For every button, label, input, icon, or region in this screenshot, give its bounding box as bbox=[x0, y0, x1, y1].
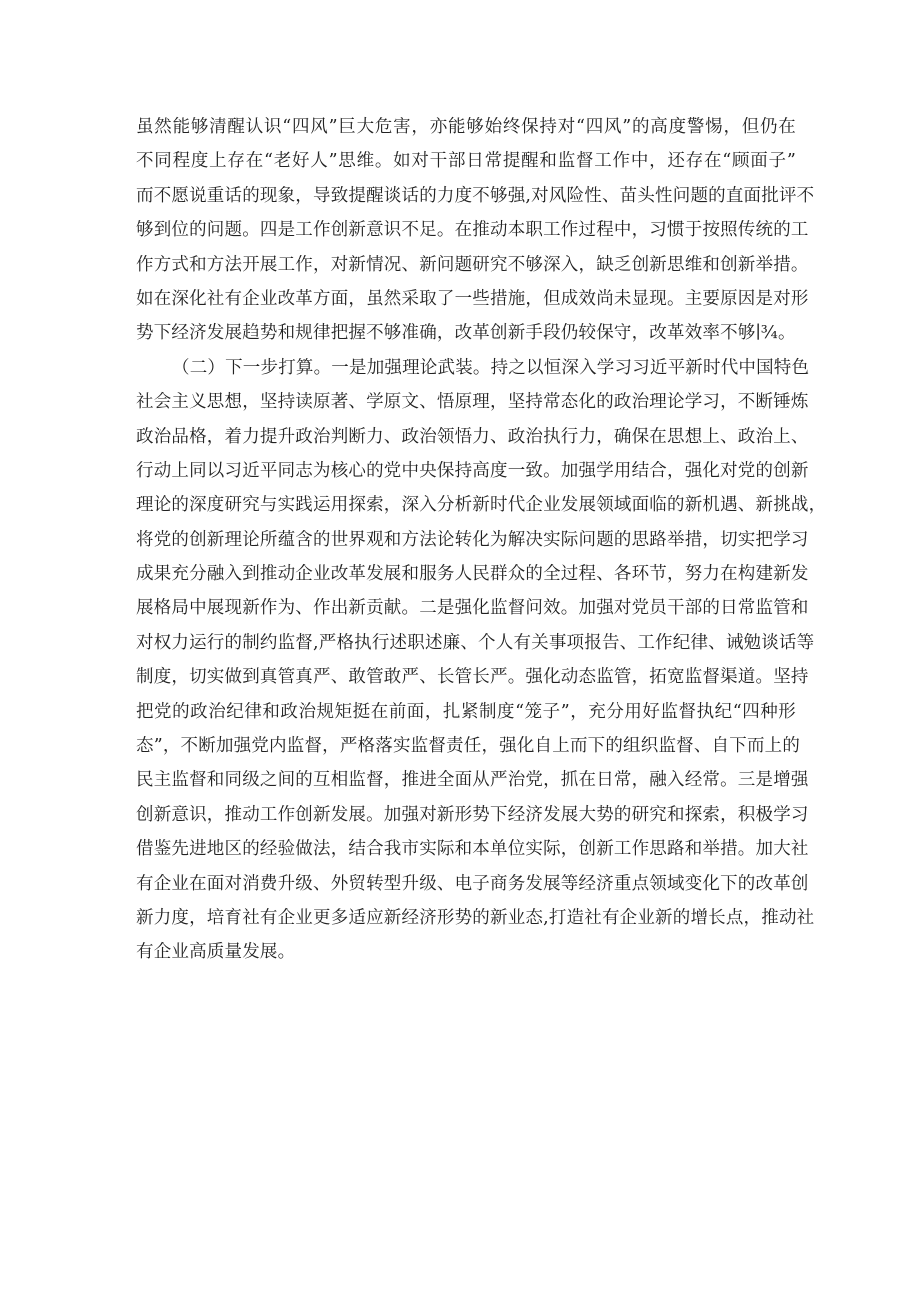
text-line: 对权力运行的制约监督,严格执行述职述廉、个人有关事项报告、工作纪律、诫勉谈话等 bbox=[136, 632, 815, 653]
paragraph-2 bbox=[136, 351, 827, 970]
text-line: 势下经济发展趋势和规律把握不够准确，改革创新手段仍较保守，改革效率不够∣¾。 bbox=[136, 323, 796, 344]
text-line: 将党的创新理论所蕴含的世界观和方法论转化为解决实际问题的思路举措，切实把学习 bbox=[136, 529, 809, 550]
text-line: 够到位的问题。四是工作创新意识不足。在推动本职工作过程中，习惯于按照传统的工 bbox=[136, 220, 809, 241]
document-body bbox=[136, 110, 827, 970]
text-line: 作方式和方法开展工作，对新情况、新问题研究不够深入，缺乏创新思维和创新举措。 bbox=[136, 254, 809, 275]
text-line: 借鉴先进地区的经验做法，结合我市实际和本单位实际，创新工作思路和举措。加大社 bbox=[136, 839, 809, 860]
text-line: 把党的政治纪律和政治规矩挺在前面，扎紧制度“笼子”，充分用好监督执纪“四种形 bbox=[136, 701, 796, 722]
paragraph-1 bbox=[136, 110, 815, 351]
text-line: 社会主义思想，坚持读原著、学原文、悟原理，坚持常态化的政治理论学习，不断锤炼 bbox=[136, 392, 809, 413]
text-line: 理论的深度研究与实践运用探索，深入分析新时代企业发展领域面临的新机遇、新挑战， bbox=[136, 495, 827, 516]
text-line: 行动上同以习近平同志为核心的党中央保持高度一致。加强学用结合，强化对党的创新 bbox=[136, 460, 809, 481]
text-line: 成果充分融入到推动企业改革发展和服务人民群众的全过程、各环节，努力在构建新发 bbox=[136, 564, 809, 585]
paragraph-heading-line: （二）下一步打算。一是加强理论武装。持之以恒深入学习习近平新时代中国特色 bbox=[172, 357, 810, 378]
text-line: 展格局中展现新作为、作出新贡献。二是强化监督问效。加强对党员干部的日常监管和 bbox=[136, 598, 809, 619]
text-line: 有企业在面对消费升级、外贸转型升级、电子商务发展等经济重点领域变化下的改革创 bbox=[136, 873, 809, 894]
text-line: 新力度，培育社有企业更多适应新经济形势的新业态,打造社有企业新的增长点，推动社 bbox=[136, 907, 815, 928]
text-line: 政治品格，着力提升政治判断力、政治领悟力、政治执行力，确保在思想上、政治上、 bbox=[136, 426, 809, 447]
text-line: 态”，不断加强党内监督，严格落实监督责任，强化自上而下的组织监督、自下而上的 bbox=[136, 736, 801, 757]
text-line: 有企业高质量发展。 bbox=[136, 942, 296, 963]
text-line: 民主监督和同级之间的互相监督，推进全面从严治党，抓在日常，融入经常。三是增强 bbox=[136, 770, 809, 791]
text-line: 不同程度上存在“老好人”思维。如对干部日常提醒和监督工作中，还存在“顾面子” bbox=[136, 151, 796, 172]
text-line: 创新意识，推动工作创新发展。加强对新形势下经济发展大势的研究和探索，积极学习 bbox=[136, 804, 809, 825]
text-line: 虽然能够清醒认识“四风”巨大危害，亦能够始终保持对“四风”的高度警惕，但仍在 bbox=[136, 117, 796, 137]
text-line: 如在深化社有企业改革方面，虽然采取了一些措施，但成效尚未显现。主要原因是对形 bbox=[136, 288, 809, 309]
text-line: 制度，切实做到真管真严、敢管敢严、长管长严。强化动态监管，拓宽监督渠道。坚持 bbox=[136, 667, 809, 688]
text-line: 而不愿说重话的现象，导致提醒谈话的力度不够强,对风险性、苗头性问题的直面批评不 bbox=[136, 185, 815, 206]
